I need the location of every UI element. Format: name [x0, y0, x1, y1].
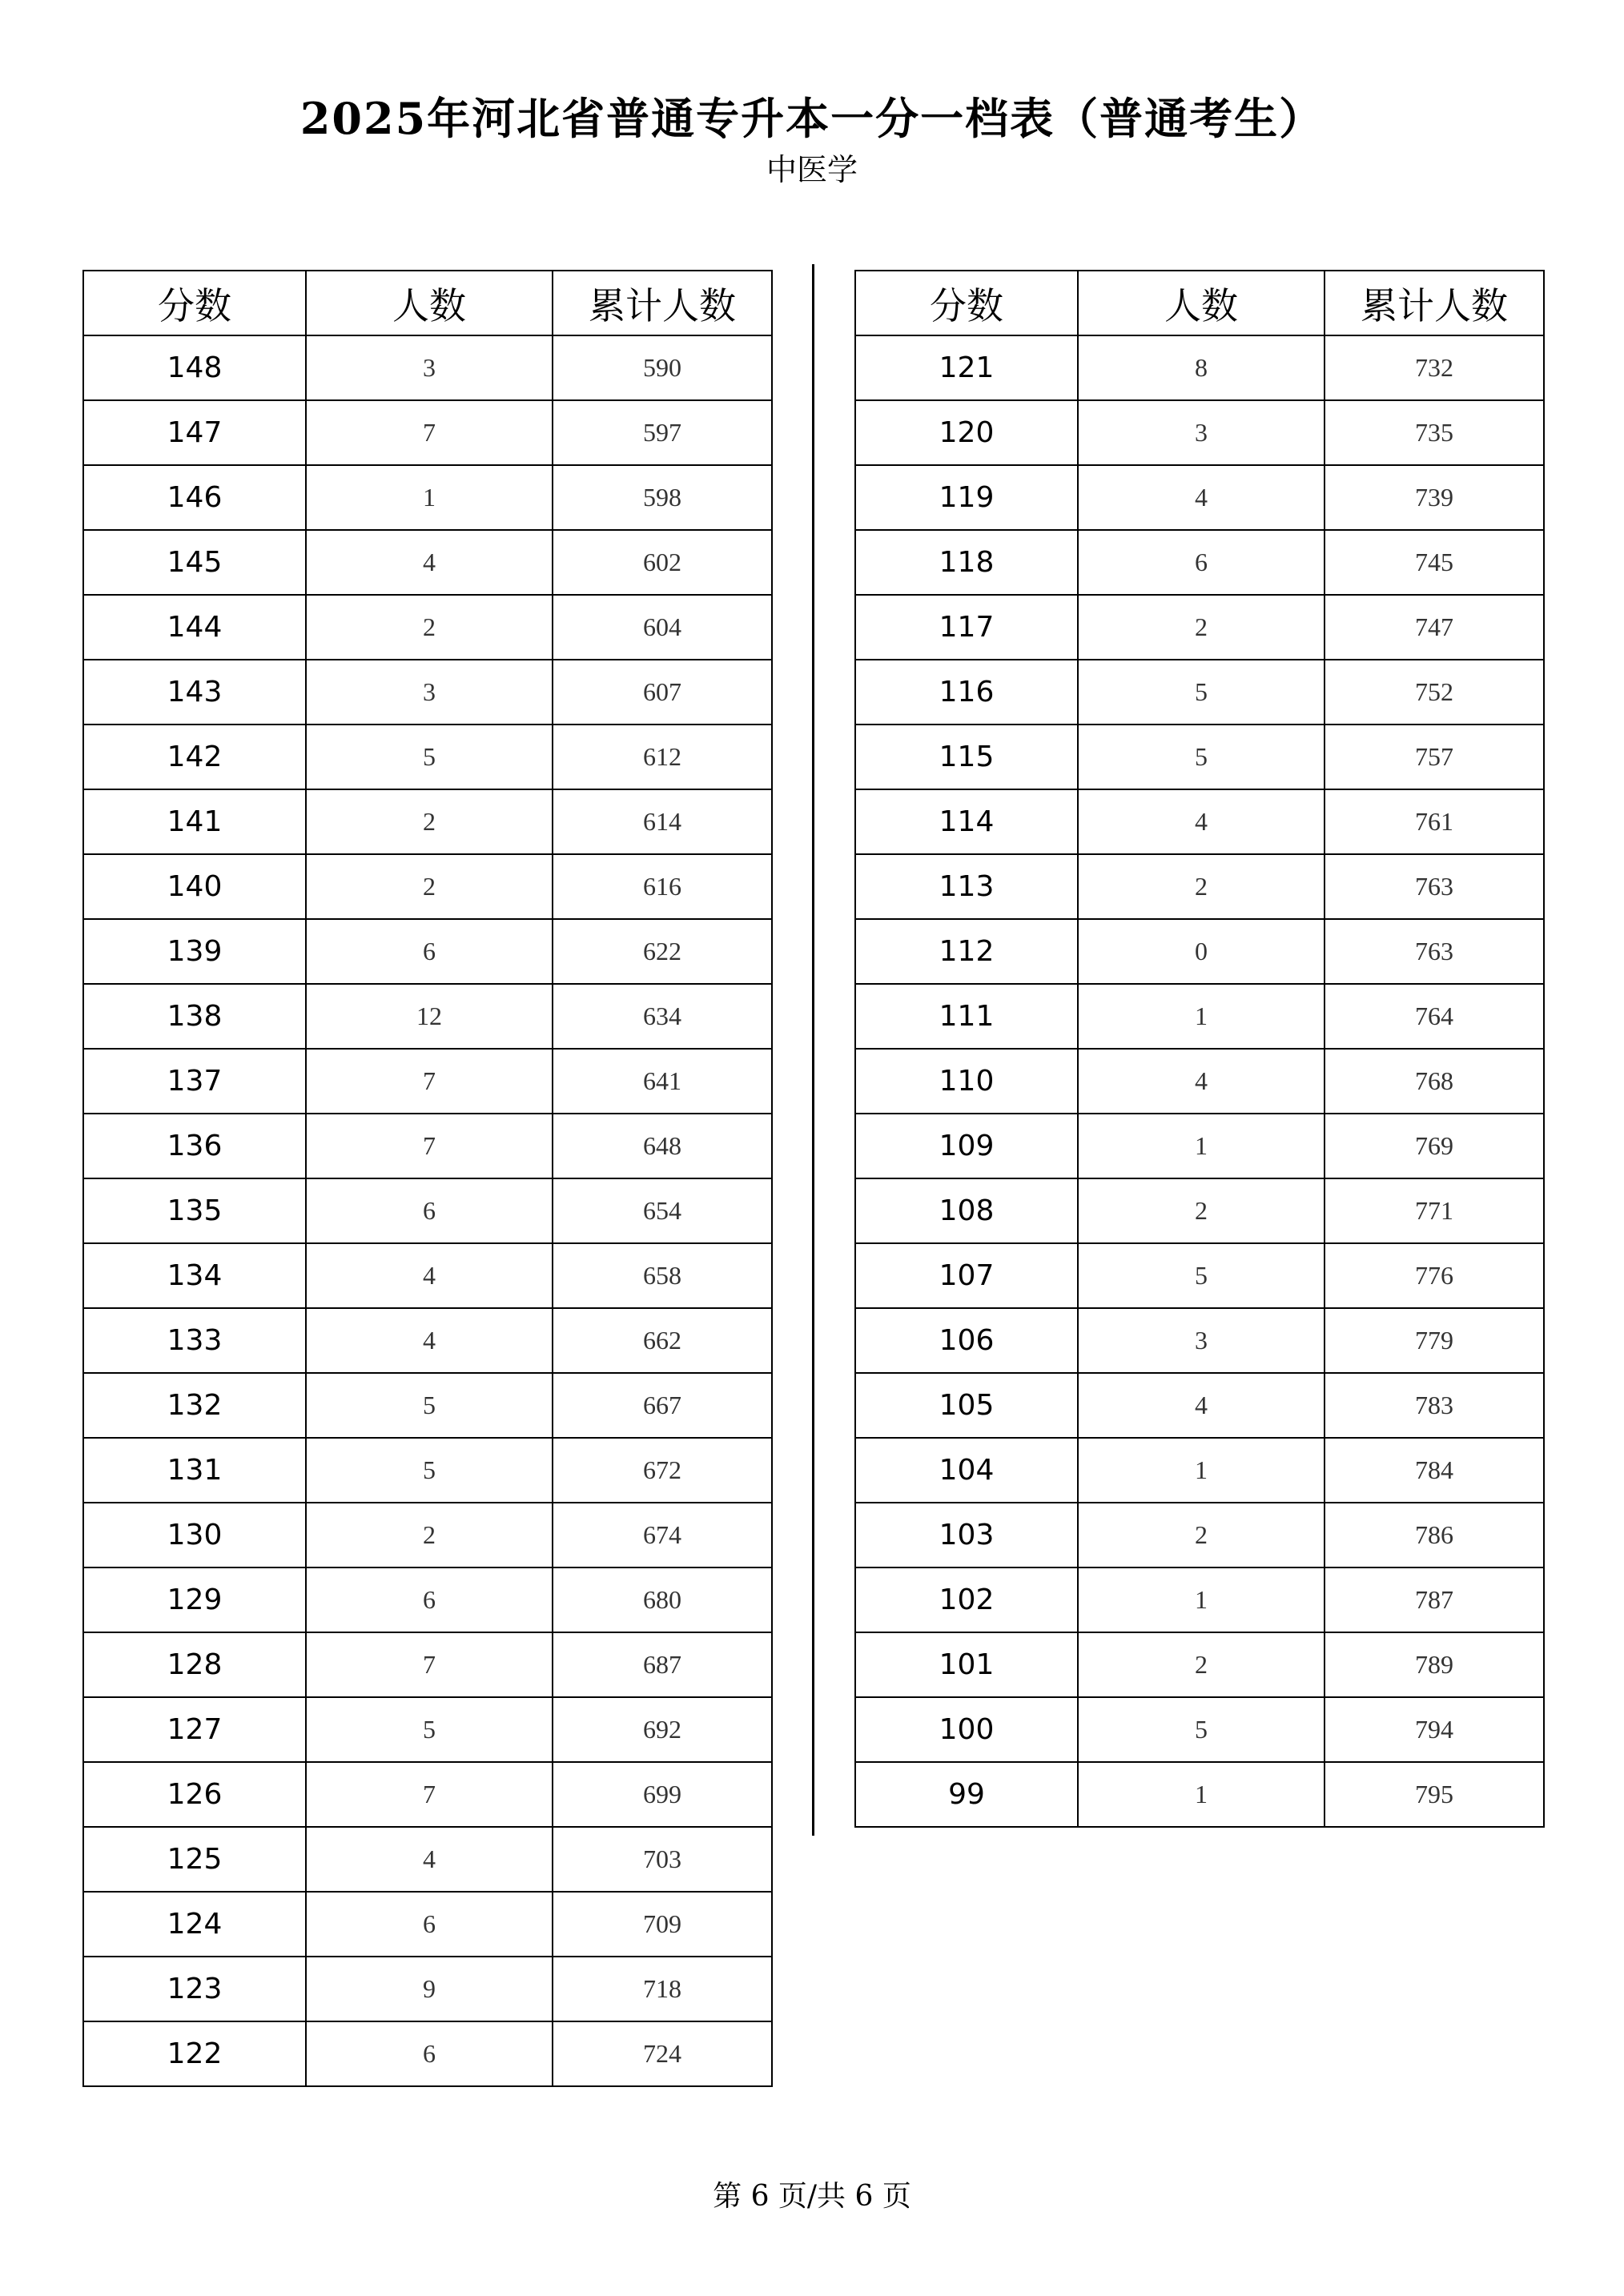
cumulative-cell: 732 [1325, 335, 1544, 400]
table-row [855, 1567, 1544, 1632]
cumulative-cell: 602 [553, 530, 772, 595]
score-cell: 115 [855, 725, 1078, 789]
cumulative-cell: 771 [1325, 1178, 1544, 1243]
cumulative-cell: 776 [1325, 1243, 1544, 1308]
score-cell: 114 [855, 789, 1078, 854]
cumulative-cell: 607 [553, 660, 772, 725]
cumulative-cell: 745 [1325, 530, 1544, 595]
page-subtitle: 中医学 [766, 152, 858, 187]
score-cell: 102 [855, 1567, 1078, 1632]
cumulative-cell: 703 [553, 1827, 772, 1892]
header-count: 人数 [306, 271, 553, 335]
table-row [83, 1178, 772, 1243]
table-row [83, 660, 772, 725]
cumulative-cell: 747 [1325, 595, 1544, 660]
score-cell: 133 [83, 1308, 306, 1373]
cumulative-cell: 634 [553, 984, 772, 1049]
cumulative-cell: 764 [1325, 984, 1544, 1049]
score-cell: 145 [83, 530, 306, 595]
table-row [83, 1567, 772, 1632]
cumulative-cell: 680 [553, 1567, 772, 1632]
column-divider [812, 264, 814, 1836]
count-cell: 4 [306, 1243, 553, 1308]
cumulative-cell: 768 [1325, 1049, 1544, 1114]
cumulative-cell: 612 [553, 725, 772, 789]
score-cell: 130 [83, 1503, 306, 1567]
cumulative-cell: 783 [1325, 1373, 1544, 1438]
count-cell: 4 [306, 1827, 553, 1892]
cumulative-cell: 718 [553, 1957, 772, 2021]
score-cell: 122 [83, 2021, 306, 2086]
table-row [83, 1114, 772, 1178]
count-cell: 3 [306, 335, 553, 400]
cumulative-cell: 648 [553, 1114, 772, 1178]
count-cell: 3 [1078, 1308, 1325, 1373]
cumulative-cell: 604 [553, 595, 772, 660]
table-row [83, 465, 772, 530]
table-row [83, 400, 772, 465]
table-row [83, 1243, 772, 1308]
table-row [855, 400, 1544, 465]
score-cell: 140 [83, 854, 306, 919]
table-row [83, 1632, 772, 1697]
cumulative-cell: 779 [1325, 1308, 1544, 1373]
score-cell: 107 [855, 1243, 1078, 1308]
table-row [855, 1049, 1544, 1114]
score-cell: 131 [83, 1438, 306, 1503]
score-cell: 148 [83, 335, 306, 400]
score-cell: 134 [83, 1243, 306, 1308]
count-cell: 7 [306, 400, 553, 465]
table-row [855, 1632, 1544, 1697]
count-cell: 6 [306, 1178, 553, 1243]
score-cell: 137 [83, 1049, 306, 1114]
cumulative-cell: 786 [1325, 1503, 1544, 1567]
count-cell: 12 [306, 984, 553, 1049]
count-cell: 1 [1078, 1114, 1325, 1178]
score-table-right [854, 270, 1545, 1828]
table-row [83, 1438, 772, 1503]
cumulative-cell: 763 [1325, 854, 1544, 919]
score-cell: 135 [83, 1178, 306, 1243]
count-cell: 6 [1078, 530, 1325, 595]
page-footer: 第 6 页/共 6 页 [713, 2180, 911, 2213]
count-cell: 2 [306, 854, 553, 919]
count-cell: 4 [1078, 465, 1325, 530]
cumulative-cell: 763 [1325, 919, 1544, 984]
count-cell: 3 [1078, 400, 1325, 465]
cumulative-cell: 641 [553, 1049, 772, 1114]
count-cell: 1 [1078, 984, 1325, 1049]
header-score: 分数 [855, 271, 1078, 335]
count-cell: 2 [1078, 854, 1325, 919]
table-row [855, 919, 1544, 984]
score-table-left [82, 270, 773, 2087]
table-row [855, 1178, 1544, 1243]
score-cell: 113 [855, 854, 1078, 919]
table-row [855, 660, 1544, 725]
count-cell: 2 [306, 789, 553, 854]
count-cell: 5 [306, 725, 553, 789]
table-row [83, 1308, 772, 1373]
table-row [83, 725, 772, 789]
score-cell: 144 [83, 595, 306, 660]
table-row [855, 335, 1544, 400]
cumulative-cell: 794 [1325, 1697, 1544, 1762]
count-cell: 2 [306, 1503, 553, 1567]
count-cell: 5 [306, 1373, 553, 1438]
score-cell: 101 [855, 1632, 1078, 1697]
count-cell: 7 [306, 1114, 553, 1178]
header-cumulative: 累计人数 [553, 271, 772, 335]
count-cell: 6 [306, 919, 553, 984]
table-row [83, 1762, 772, 1827]
count-cell: 2 [1078, 595, 1325, 660]
score-cell: 127 [83, 1697, 306, 1762]
table-row [855, 530, 1544, 595]
score-cell: 105 [855, 1373, 1078, 1438]
score-cell: 129 [83, 1567, 306, 1632]
table-row [855, 1308, 1544, 1373]
table-row [83, 595, 772, 660]
count-cell: 9 [306, 1957, 553, 2021]
count-cell: 5 [1078, 660, 1325, 725]
table-row [83, 1503, 772, 1567]
table-row [855, 725, 1544, 789]
cumulative-cell: 672 [553, 1438, 772, 1503]
score-cell: 138 [83, 984, 306, 1049]
cumulative-cell: 598 [553, 465, 772, 530]
count-cell: 5 [1078, 1697, 1325, 1762]
cumulative-cell: 692 [553, 1697, 772, 1762]
table-row [83, 530, 772, 595]
count-cell: 3 [306, 660, 553, 725]
count-cell: 5 [306, 1438, 553, 1503]
page-title: 2025年河北省普通专升本一分一档表（普通考生） [299, 93, 1325, 144]
score-cell: 132 [83, 1373, 306, 1438]
score-cell: 123 [83, 1957, 306, 2021]
cumulative-cell: 795 [1325, 1762, 1544, 1827]
score-cell: 108 [855, 1178, 1078, 1243]
score-cell: 136 [83, 1114, 306, 1178]
score-cell: 125 [83, 1827, 306, 1892]
score-cell: 121 [855, 335, 1078, 400]
header-count: 人数 [1078, 271, 1325, 335]
score-cell: 139 [83, 919, 306, 984]
cumulative-cell: 757 [1325, 725, 1544, 789]
score-cell: 119 [855, 465, 1078, 530]
cumulative-cell: 662 [553, 1308, 772, 1373]
count-cell: 6 [306, 2021, 553, 2086]
cumulative-cell: 709 [553, 1892, 772, 1957]
table-row [83, 1697, 772, 1762]
cumulative-cell: 667 [553, 1373, 772, 1438]
cumulative-cell: 614 [553, 789, 772, 854]
score-cell: 99 [855, 1762, 1078, 1827]
header-score: 分数 [83, 271, 306, 335]
table-row [855, 1697, 1544, 1762]
score-cell: 104 [855, 1438, 1078, 1503]
table-row [83, 789, 772, 854]
count-cell: 4 [306, 530, 553, 595]
cumulative-cell: 784 [1325, 1438, 1544, 1503]
count-cell: 1 [1078, 1567, 1325, 1632]
table-row [83, 919, 772, 984]
cumulative-cell: 597 [553, 400, 772, 465]
table-header-row [83, 271, 772, 335]
table-row [83, 984, 772, 1049]
count-cell: 7 [306, 1049, 553, 1114]
table-row [83, 2021, 772, 2086]
score-cell: 128 [83, 1632, 306, 1697]
header-cumulative: 累计人数 [1325, 271, 1544, 335]
cumulative-cell: 752 [1325, 660, 1544, 725]
table-row [855, 1243, 1544, 1308]
count-cell: 6 [306, 1567, 553, 1632]
table-row [855, 854, 1544, 919]
score-cell: 116 [855, 660, 1078, 725]
count-cell: 7 [306, 1632, 553, 1697]
score-cell: 120 [855, 400, 1078, 465]
count-cell: 4 [306, 1308, 553, 1373]
cumulative-cell: 687 [553, 1632, 772, 1697]
score-cell: 111 [855, 984, 1078, 1049]
count-cell: 0 [1078, 919, 1325, 984]
score-cell: 147 [83, 400, 306, 465]
cumulative-cell: 789 [1325, 1632, 1544, 1697]
table-row [83, 1957, 772, 2021]
cumulative-cell: 658 [553, 1243, 772, 1308]
table-row [855, 1373, 1544, 1438]
count-cell: 6 [306, 1892, 553, 1957]
count-cell: 5 [1078, 1243, 1325, 1308]
score-cell: 110 [855, 1049, 1078, 1114]
table-row [83, 1373, 772, 1438]
score-cell: 143 [83, 660, 306, 725]
table-row [855, 1114, 1544, 1178]
table-row [855, 1503, 1544, 1567]
count-cell: 8 [1078, 335, 1325, 400]
cumulative-cell: 699 [553, 1762, 772, 1827]
count-cell: 2 [1078, 1632, 1325, 1697]
cumulative-cell: 654 [553, 1178, 772, 1243]
table-row [83, 854, 772, 919]
count-cell: 2 [1078, 1178, 1325, 1243]
count-cell: 2 [306, 595, 553, 660]
cumulative-cell: 590 [553, 335, 772, 400]
table-row [855, 984, 1544, 1049]
table-row [855, 789, 1544, 854]
cumulative-cell: 761 [1325, 789, 1544, 854]
table-row [83, 335, 772, 400]
count-cell: 1 [306, 465, 553, 530]
score-cell: 126 [83, 1762, 306, 1827]
score-cell: 124 [83, 1892, 306, 1957]
count-cell: 4 [1078, 1373, 1325, 1438]
count-cell: 5 [306, 1697, 553, 1762]
table-row [855, 1438, 1544, 1503]
count-cell: 4 [1078, 1049, 1325, 1114]
cumulative-cell: 622 [553, 919, 772, 984]
table-header-row [855, 271, 1544, 335]
table-row [855, 595, 1544, 660]
score-cell: 103 [855, 1503, 1078, 1567]
cumulative-cell: 787 [1325, 1567, 1544, 1632]
score-cell: 118 [855, 530, 1078, 595]
table-row [83, 1049, 772, 1114]
count-cell: 7 [306, 1762, 553, 1827]
cumulative-cell: 735 [1325, 400, 1544, 465]
score-cell: 141 [83, 789, 306, 854]
score-cell: 146 [83, 465, 306, 530]
score-cell: 106 [855, 1308, 1078, 1373]
count-cell: 4 [1078, 789, 1325, 854]
count-cell: 2 [1078, 1503, 1325, 1567]
count-cell: 1 [1078, 1762, 1325, 1827]
cumulative-cell: 724 [553, 2021, 772, 2086]
table-row [855, 465, 1544, 530]
table-row [83, 1827, 772, 1892]
score-cell: 142 [83, 725, 306, 789]
cumulative-cell: 616 [553, 854, 772, 919]
count-cell: 5 [1078, 725, 1325, 789]
table-row [83, 1892, 772, 1957]
table-row [855, 1762, 1544, 1827]
cumulative-cell: 674 [553, 1503, 772, 1567]
score-cell: 109 [855, 1114, 1078, 1178]
score-cell: 117 [855, 595, 1078, 660]
cumulative-cell: 739 [1325, 465, 1544, 530]
cumulative-cell: 769 [1325, 1114, 1544, 1178]
score-cell: 100 [855, 1697, 1078, 1762]
score-cell: 112 [855, 919, 1078, 984]
count-cell: 1 [1078, 1438, 1325, 1503]
